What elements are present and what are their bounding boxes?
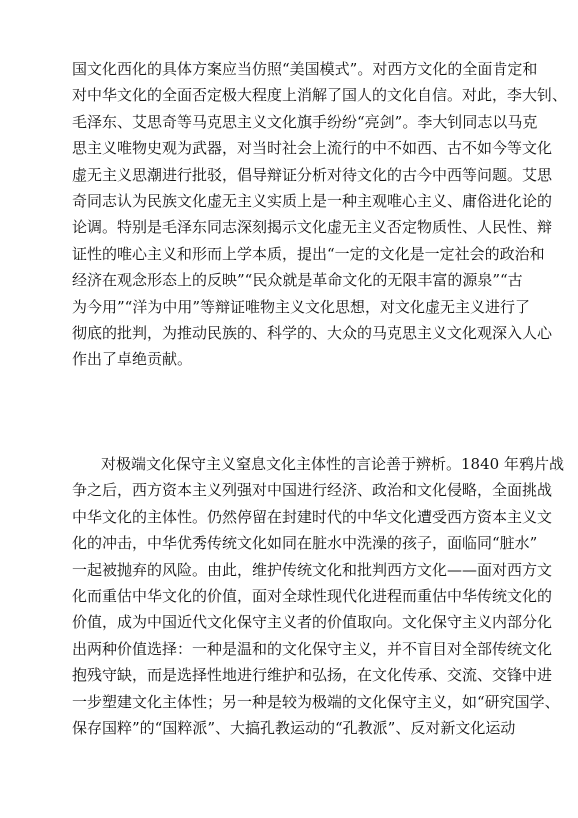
text-line: 一起被抛弃的风险。由此，维护传统文化和批判西方文化——面对西方文 [72,560,553,579]
text-line: 虚无主义思潮进行批驳，倡导辩证分析对待文化的古今中西等问题。艾思 [72,165,553,184]
text-line: 奇同志认为民族文化虚无主义实质上是一种主观唯心主义、庸俗进化论的 [72,191,553,210]
text-line: 抱残守缺，而是选择性地进行维护和弘扬，在文化传承、交流、交锋中进 [72,666,553,685]
text-line: 中华文化的主体性。仍然停留在封建时代的中华文化遭受西方资本主义文 [72,507,553,526]
text-line: 思主义唯物史观为武器，对当时社会上流行的中不如西、古不如今等文化 [72,139,553,158]
text-line: 争之后，西方资本主义列强对中国进行经济、政治和文化侵略，全面挑战 [72,481,553,500]
text-line: 化而重估中华文化的价值，面对全球性现代化进程而重估中华传统文化的 [72,586,553,605]
text-line: 毛泽东、艾思奇等马克思主义文化旗手纷纷“亮剑”。李大钊同志以马克 [72,112,538,131]
text-line: 出两种价值选择：一种是温和的文化保守主义，并不盲目对全部传统文化 [72,639,553,658]
text-line: 对中华文化的全面否定极大程度上消解了国人的文化自信。对此，李大钊、 [72,86,568,105]
text-line: 为今用”“洋为中用”等辩证唯物主义文化思想，对文化虚无主义进行了 [72,297,531,316]
text-line: 经济在观念形态上的反映”“民众就是革命文化的无限丰富的源泉”“古 [72,271,523,290]
text-line: 对极端文化保守主义窒息文化主体性的言论善于辨析。1840 年鸦片战 [101,455,564,473]
text-line: 价值，成为中国近代文化保守主义者的价值取向。文化保守主义内部分化 [72,613,553,632]
paragraph-1 [72,56,568,373]
text-line: 证性的唯心主义和形而上学本质，提出“一定的文化是一定社会的政治和 [72,244,545,263]
paragraph-2 [72,451,564,741]
text-line: 作出了卓绝贡献。 [72,350,193,369]
text-line: 化的冲击，中华优秀传统文化如同在脏水中洗澡的孩子，面临同“脏水” [72,534,538,553]
text-line: 彻底的批判，为推动民族的、科学的、大众的马克思主义文化观深入人心 [72,323,553,342]
text-line: 国文化西化的具体方案应当仿照“美国模式”。对西方文化的全面肯定和 [72,60,538,78]
text-line: 保存国粹”的“国粹派”、大搞孔教运动的“孔教派”、反对新文化运动 [72,718,516,737]
text-line: 一步塑建文化主体性；另一种是较为极端的文化保守主义，如“研究国学、 [72,692,560,711]
text-line: 论调。特别是毛泽东同志深刻揭示文化虚无主义否定物质性、人民性、辩 [72,218,553,237]
